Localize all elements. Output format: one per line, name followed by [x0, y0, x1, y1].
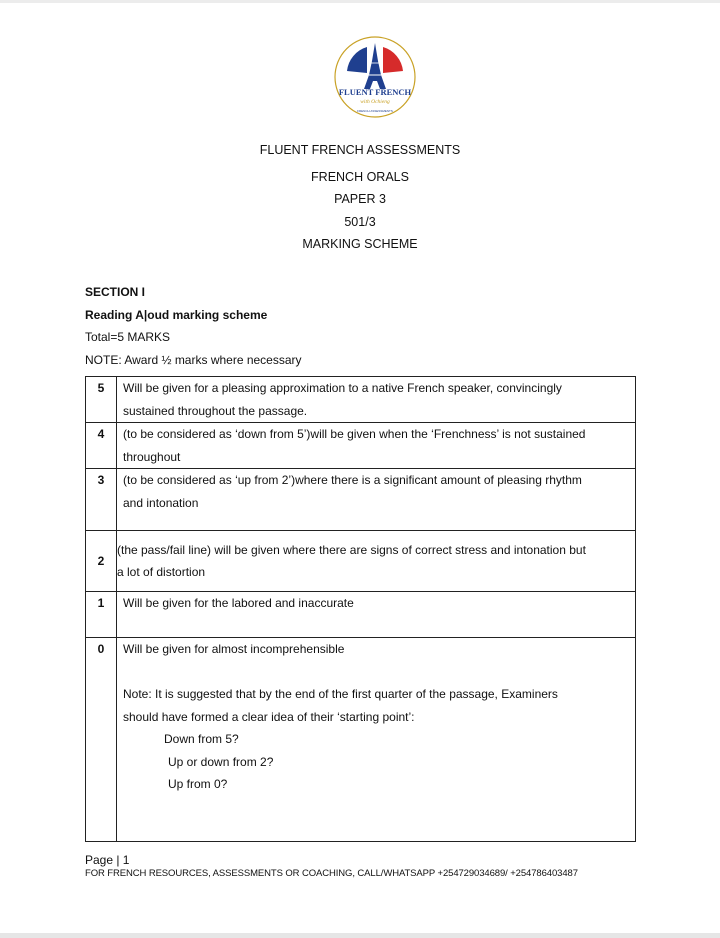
- page-bottom-edge: [0, 933, 720, 938]
- table-row: [86, 531, 636, 592]
- mark-cell: 3: [86, 469, 117, 531]
- mark-cell: 0: [86, 638, 117, 842]
- option-up-from-0: Up from 0?: [168, 777, 228, 791]
- org-heading: FLUENT FRENCH ASSESSMENTS: [259, 143, 461, 157]
- description-cell: Will be given for a pleasing approximation to a native French speaker, convincingly sustained throughout the passage.: [117, 377, 636, 423]
- footer-contact: FOR FRENCH RESOURCES, ASSESSMENTS OR COACHING, CALL/WHATSAPP +254729034689/ +254786403487: [85, 868, 578, 879]
- code-heading: 501/3: [344, 215, 376, 229]
- table-row: [86, 592, 636, 638]
- fluent-french-logo: [327, 31, 423, 127]
- description-cell: Will be given for almost incomprehensible Note: It is suggested that by the end of the first quarter of the passage, Examiners should have formed a clear idea of their ‘starting point’: Down from 5? Up or down from 2? Up from 0?: [117, 638, 636, 842]
- section-title: SECTION I: [85, 285, 146, 299]
- marking-scheme-table: [85, 376, 636, 842]
- subject-heading: FRENCH ORALS: [311, 170, 409, 184]
- table-row: [86, 469, 636, 531]
- marking-note: NOTE: Award ½ marks where necessary: [85, 353, 302, 367]
- logo-ring-text: FRENCH ASSESSMENTS: [357, 109, 393, 113]
- description-cell: (to be considered as ‘down from 5’)will be given when the ‘Frenchness’ is not sustained throughout: [117, 423, 636, 469]
- mark-cell: 2: [86, 531, 117, 592]
- total-marks: Total=5 MARKS: [85, 330, 171, 344]
- logo-brand-text: FLUENT FRENCH: [338, 87, 412, 97]
- section-subtitle: Reading A|oud marking scheme: [85, 308, 268, 322]
- mark-cell: 4: [86, 423, 117, 469]
- starting-point-note: Note: It is suggested that by the end of the first quarter of the passage, Examiners: [123, 687, 558, 701]
- mark-cell: 1: [86, 592, 117, 638]
- description-cell: (the pass/fail line) will be given where there are signs of correct stress and intonation but a lot of distortion: [117, 531, 636, 592]
- paper-heading: PAPER 3: [334, 192, 386, 206]
- document-page: [0, 3, 720, 933]
- doc-type-heading: MARKING SCHEME: [302, 237, 418, 251]
- logo-tagline-text: with Ochieng: [360, 99, 390, 105]
- description-cell: Will be given for the labored and inaccurate: [117, 592, 636, 638]
- table-row: [86, 423, 636, 469]
- option-up-or-down-from-2: Up or down from 2?: [168, 754, 274, 769]
- mark-cell: 5: [86, 377, 117, 423]
- option-down-from-5: Down from 5?: [164, 732, 239, 746]
- table-row: [86, 638, 636, 842]
- description-cell: (to be considered as ‘up from 2’)where there is a significant amount of pleasing rhythm and intonation: [117, 469, 636, 531]
- page-number: Page | 1: [85, 853, 130, 867]
- table-row: [86, 377, 636, 423]
